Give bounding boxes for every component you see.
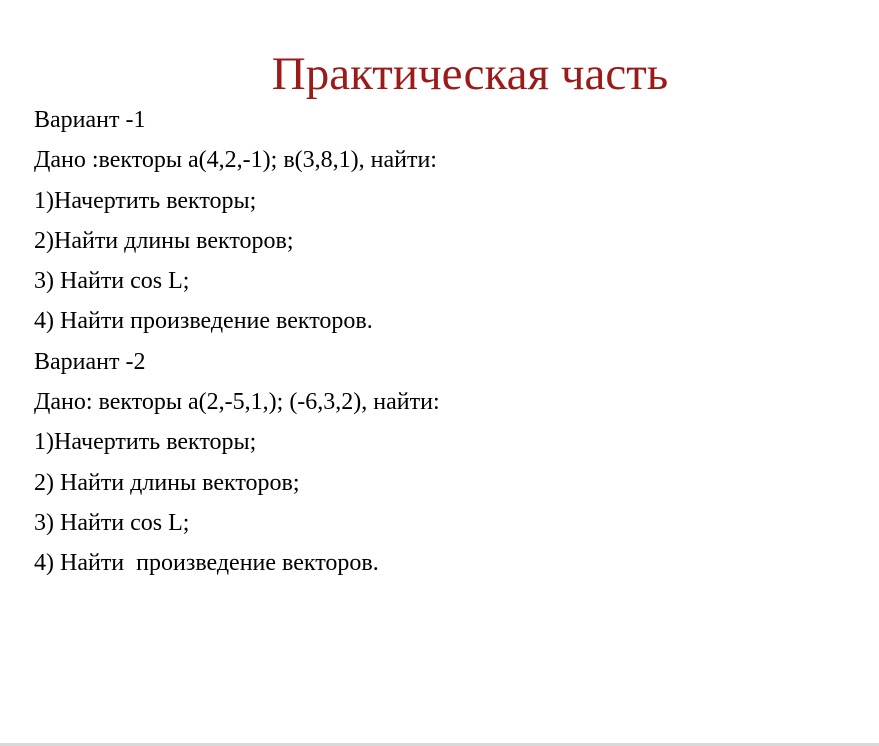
variant-1-heading: Вариант -1 [34,107,146,133]
variant-1-given: Дано :векторы а(4,2,-1); в(3,8,1), найти: [34,147,437,174]
slide-body [34,100,440,584]
variant-2-task-1: 1)Начертить векторы; [34,429,257,456]
variant-2-given: Дано: векторы а(2,-5,1,); (-6,3,2), найти: [34,389,440,416]
variant-2-task-2: 2) Найти длины векторов; [34,469,300,496]
variant-1-task-2: 2)Найти длины векторов; [34,227,294,254]
variant-1-task-4: 4) Найти произведение векторов. [34,308,373,335]
variant-2-heading: Вариант -2 [34,348,146,375]
variant-1-task-3: 3) Найти cos L; [34,268,190,295]
variant-2-task-4: 4) Найти произведение векторов. [34,550,379,577]
variant-2-task-3: 3) Найти cos L; [34,509,190,536]
variant-1-task-1: 1)Начертить векторы; [34,187,257,214]
slide-title: Практическая часть [271,48,669,100]
